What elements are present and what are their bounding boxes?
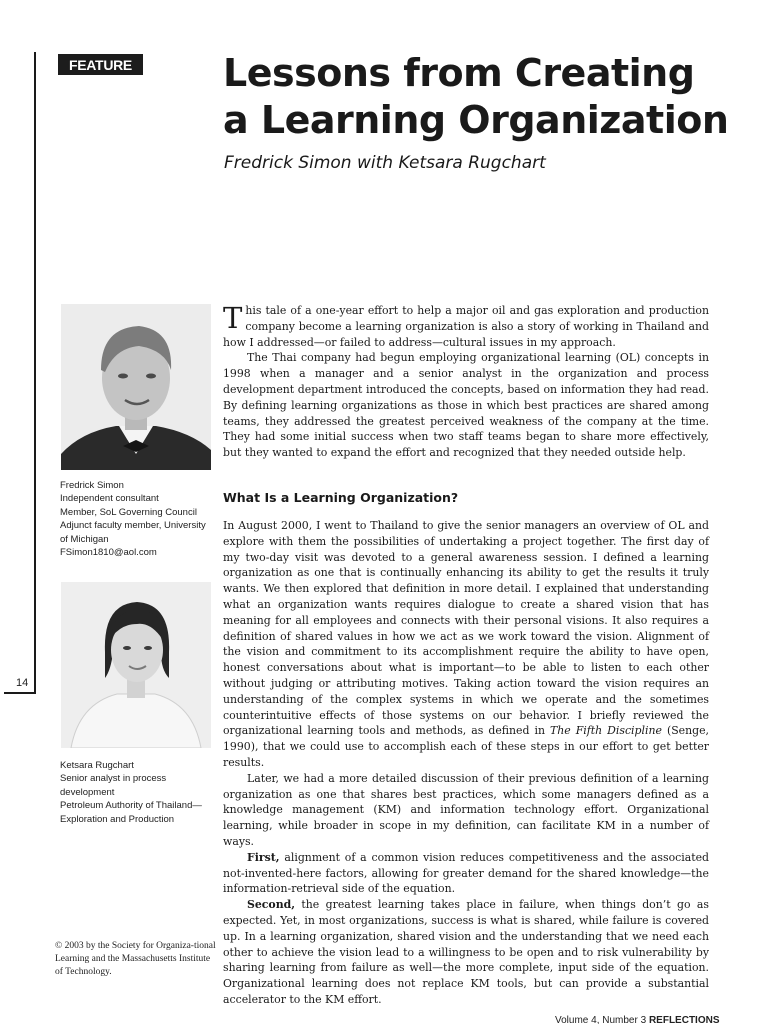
body-paragraph-1 xyxy=(223,518,709,771)
section-heading: What Is a Learning Organization? xyxy=(223,490,459,505)
intro-paragraph-1-text: his tale of a one-year effort to help a major oil and gas exploration and production company become a learning organization is also a story of working in Thailand and how I addressed—or failed to address—cultural issues in my approach. xyxy=(223,304,709,349)
intro-text xyxy=(223,303,709,461)
footer-issue: Volume 4, Number 3 xyxy=(555,1015,647,1024)
body-paragraph-1-end: (Senge, 1990), that we could use to accomplish each of these steps in our effort to get better results. xyxy=(223,724,710,769)
bio-simon xyxy=(60,479,220,559)
bio-simon-line: Member, SoL Governing Council xyxy=(60,506,197,518)
page-footer xyxy=(555,1015,720,1024)
bio-simon-line: of Michigan xyxy=(60,533,109,545)
feature-badge: FEATURE xyxy=(58,54,143,75)
copyright-notice: © 2003 by the Society for Organiza-tional Learning and the Massachusetts Institute of Technology. xyxy=(55,941,216,978)
bio-rugchart-line: development xyxy=(60,786,115,798)
paragraph-lead-second: Second, xyxy=(247,898,296,912)
paragraph-lead-first: First, xyxy=(247,850,280,864)
bio-simon-line: Independent consultant xyxy=(60,493,159,505)
bio-rugchart-line: Exploration and Production xyxy=(60,813,175,825)
intro-paragraph-2: The Thai company had begun employing organizational learning (OL) concepts in 1998 when a manager and a senior analyst in the organization and process development department introduced the concepts, based on information they had read. By defining learning organizations as those in which best practices are shared among teams, they addressed the greatest perceived weakness of the company at the time. They had some initial success when two staff teams began to share more effectively, but they wanted to expand the effort and recognized that they needed outside help. xyxy=(223,351,709,460)
bio-rugchart-line: Petroleum Authority of Thailand— xyxy=(60,800,202,812)
drop-cap: T xyxy=(223,301,243,335)
body-paragraph-3 xyxy=(223,850,709,897)
author-photo-rugchart xyxy=(61,582,211,748)
author-photo-simon xyxy=(61,304,211,470)
book-title: The Fifth Discipline xyxy=(549,724,662,738)
article-title xyxy=(223,50,743,144)
bio-simon-line: Fredrick Simon xyxy=(60,480,124,491)
body-paragraph-4 xyxy=(223,897,709,1008)
page-number: 14 xyxy=(16,677,29,689)
intro-paragraph-1 xyxy=(223,303,709,350)
title-line-1: Lessons from Creating xyxy=(223,51,695,95)
footer-journal: REFLECTIONS xyxy=(648,1015,720,1024)
title-line-2: a Learning Organization xyxy=(223,98,729,142)
folio-rule xyxy=(4,692,36,694)
body-paragraph-1-text: In August 2000, I went to Thailand to give the senior managers an overview of OL and explore with them the possibilities of undertaking a project together. The first day of my two-day visit was devoted to a general awareness session. I defined a learning organization as one that is continually enhancing its ability to get the results it truly wants. We then explored that definition in more detail. I explained that understanding what an organization wants requires dialogue to create a shared vision that has meaning for all employees and connects with their personal visions. It also requires a definition of shared values in how we act as we work toward the vision. Alignment of the vision and commitment to its accomplishment require the ability to have open, honest conversations about what is important—to be able to listen to each other without judging or attributing motives. Taking action toward the vision requires an understanding of the complex systems in which we operate and the sometimes counterintuitive effects of those systems on our behavior. I briefly reviewed the organizational learning tools and methods, as defined in xyxy=(223,519,709,738)
bio-rugchart xyxy=(60,759,220,826)
portrait-man-illustration xyxy=(61,304,211,470)
body-paragraph-4-text: the greatest learning takes place in failure, when things don’t go as expected. Yet, in most organizations, success is what is shared, while failure is covered up. In a learning organization, shared vision and the understanding that we need each other to achieve the vision lead to a willingness to be open and to risk vulnerability by sharing learning from failure as well—the more complete, input side of the equation. Organizational learning does not replace KM tools, but can provide a substantial accelerator to the KM effort. xyxy=(223,898,709,1006)
main-text xyxy=(223,518,709,1008)
body-paragraph-2: Later, we had a more detailed discussion of their previous definition of a learning organization as one that shares best practices, which some managers defined as a knowledge management (KM) and information technology effort. Organizational learning, while broader in scope in my definition, can facilitate KM in a number of ways. xyxy=(223,771,709,848)
portrait-woman-illustration xyxy=(61,582,211,748)
body-paragraph-3-text: alignment of a common vision reduces competitiveness and the associated not-invented-here factors, allowing for greater demand for the shared knowledge—the information-retrieval side of the equation. xyxy=(223,850,709,896)
bio-simon-line: Adjunct faculty member, University xyxy=(60,520,206,532)
bio-rugchart-line: Ketsara Rugchart xyxy=(60,760,134,771)
bio-simon-email: FSimon1810@aol.com xyxy=(60,547,157,559)
bio-rugchart-line: Senior analyst in process xyxy=(60,773,167,785)
article-authors: Fredrick Simon with Ketsara Rugchart xyxy=(224,153,546,173)
margin-rule xyxy=(34,52,36,693)
